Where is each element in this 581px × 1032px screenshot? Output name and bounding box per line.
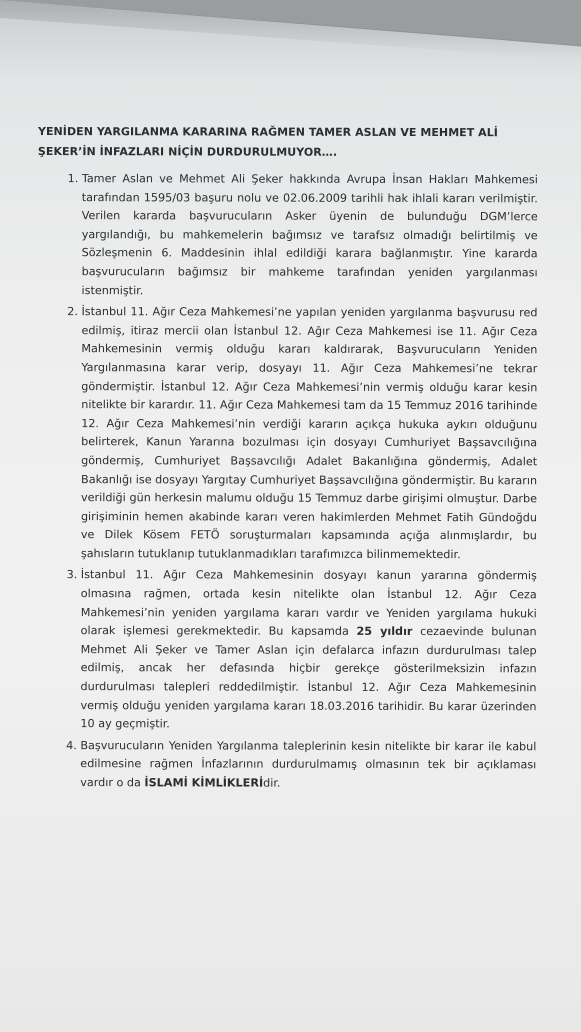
document-body xyxy=(36,122,538,797)
bold-duration: 25 yıldır xyxy=(356,625,413,639)
list-item-1 xyxy=(82,170,538,301)
list-item-4 xyxy=(80,737,536,794)
list-item-text: dir. xyxy=(263,776,281,790)
list-item-text: Başvurucuların Yeniden Yargılanma taleplerinin kesin nitelikte bir karar ile kabul edilmesine rağmen İnfazlarının durdurulmamış olmasının tek bir açıklaması vardır o da xyxy=(80,738,537,790)
list-item-2 xyxy=(81,303,538,565)
bold-identity: İSLAMİ KİMLİKLERİ xyxy=(144,776,264,790)
list-item-text: İstanbul 11. Ağır Ceza Mahkemesi’ne yapılan yeniden yargılanma başvurusu red edilmiş, itiraz mercii olan İstanbul 12. Ağır Ceza Mahkemesi ise 11. Ağır Ceza Mahkemesinin vermiş olduğu kararı kaldırarak, Başvurucuların Yeniden Yargılanmasına karar verip, dosyayı 11. Ağır Ceza Mahkemesi’ne tekrar göndermiştir. İstanbul 12. Ağır Ceza Mahkemesi’nin vermiş olduğu karar kesin nitelikte bir karardır. 11. Ağır Ceza Mahkemesi tam da 15 Temmuz 2016 tarihinde 12. Ağır Ceza Mahkemesi’nin verdiği kararın açıkça hukuka aykırı olduğunu belirterek, Kanun Yararına bozulması için dosyayı Cumhuriyet Başsavcılığına göndermiş, Cumhuriyet Başsavcılığı Adalet Bakanlığına göndermiş, Adalet Bakanlığı ise dosyayı Yargıtay Cumhuriyet Başsavcılığına göndermiştir. Bu kararın verildiği gün herkesin malumu olduğu 15 Temmuz darbe girişimi olmuştur. Darbe girişiminin hemen akabinde kararı veren hakimlerden Mehmet Fatih Gündoğdu ve Dilek Kösem FETÖ soruşturmaları kapsamında açığa alınmışlardır, bu şahısların tutuklanıp tutuklanmadıkları tarafımızca bilinmemektedir. xyxy=(80,305,538,561)
document-title: YENİDEN YARGILANMA KARARINA RAĞMEN TAMER ASLAN VE MEHMET ALİ ŞEKER’İN İNFAZLARI NİÇİN DURDURULMUYOR…. xyxy=(37,124,498,159)
list-item-3 xyxy=(80,567,536,736)
list-item-text: cezaevinde bulunan Mehmet Ali Şeker ve Tamer Aslan için defalarca infazın durdurulması talep edilmiş, ancak her defasında hiçbir gerekçe gösterilmeksizin infazın durdurulması talepleri reddedilmiştir. İstanbul 12. Ağır Ceza Mahkemesinin vermiş olduğu yeniden yargılama kararı 18.03.2016 tarihidir. Bu karar üzerinden 10 ay geçmiştir. xyxy=(80,625,537,731)
list-item-text: Tamer Aslan ve Mehmet Ali Şeker hakkında Avrupa İnsan Hakları Mahkemesi tarafından 1595/03 başuru nolu ve 02.06.2009 tarihli hak ihlali kararı verilmiştir. Verilen kararda başvurucuların Asker üyenin de bulunduğu DGM’lerce yargılandığı, bu mahkemelerin bağımsız ve tarafsız olmadığı belirtilmiş ve Sözleşmenin 6. Maddesinin ihlal edildiği karara bağlanmıştır. Yine kararda başvurucuların bağımsız bir mahkeme tarafından yeniden yargılanması istenmiştir. xyxy=(81,172,538,297)
item-list xyxy=(36,170,538,794)
list-item-text: İstanbul 11. Ağır Ceza Mahkemesinin dosyayı kanun yararına göndermiş olmasına rağmen, ortada kesin nitelikte olan İstanbul 12. Ağır Ceza Mahkemesi’nin yeniden yargılama kararı vardır ve Yeniden yargılama hukuki olarak işlemesi gerekmektedir. Bu kapsamda xyxy=(80,568,537,639)
